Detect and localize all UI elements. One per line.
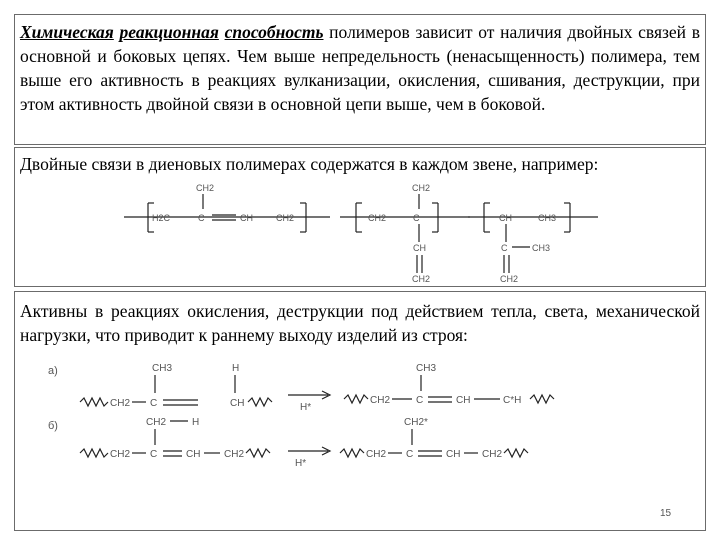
s2-top: CH2 <box>412 183 431 193</box>
paragraph-rest: полимеров зависит от наличия двойных связей в основной и боковых цепях. Чем выше непредельность (ненасыщенность) полимера, тем выше его активность в реакциях вулканизации, окисления, сшивания, деструкции, при этом активность двойной связи в основной цепи выше, чем в боковой. <box>20 22 701 114</box>
paragraph-diene: Двойные связи в диеновых полимерах содержатся в каждом звене, например: <box>20 154 599 174</box>
s3-ch: CH <box>499 213 512 223</box>
b-right-ch2star: CH2* <box>404 417 428 428</box>
a-right-chh: C*H <box>503 395 522 406</box>
b-left-ch2a: CH2 <box>110 449 131 460</box>
s1-left: H2C <box>152 213 171 223</box>
a-left-h: H <box>232 363 240 374</box>
a-left-ch: CH <box>230 398 245 409</box>
b-left-ch: CH <box>186 449 201 460</box>
label-b: б) <box>48 420 58 432</box>
a-right-ch2: CH2 <box>370 395 391 406</box>
paragraph-reactivity <box>20 20 700 116</box>
b-left-c: C <box>150 449 158 460</box>
a-left-c: C <box>150 398 158 409</box>
label-a: а) <box>48 365 58 377</box>
diene-structures <box>0 176 720 296</box>
term-ability: способность <box>224 22 324 42</box>
s2-ch: CH <box>413 243 426 253</box>
s1-ch: CH <box>240 213 253 223</box>
s2-bottom: CH2 <box>412 274 431 284</box>
b-left-ch2b: CH2 <box>224 449 245 460</box>
a-reagent: H* <box>300 402 312 413</box>
s2-left: CH2 <box>368 213 387 223</box>
b-right-ch2a: CH2 <box>366 449 387 460</box>
b-left-ch2: CH2 <box>146 417 167 428</box>
b-right-ch: CH <box>446 449 461 460</box>
s3-bottom: CH2 <box>500 274 519 284</box>
term-chemical: Химическая <box>20 22 114 42</box>
s1-right: CH2 <box>276 213 295 223</box>
a-right-ch3: CH3 <box>416 363 437 374</box>
s1-top: CH2 <box>196 183 215 193</box>
paragraph-active: Активны в реакциях окисления, деструкции под действием тепла, света, механической нагрузки, что приводит к раннему выходу изделий из строя: <box>20 301 700 345</box>
s3-right: CH3 <box>538 213 557 223</box>
b-right-c: C <box>406 449 414 460</box>
a-left-ch2: CH2 <box>110 398 131 409</box>
s3-c: C <box>501 243 508 253</box>
page-number: 15 <box>660 508 672 519</box>
s3-cright: CH3 <box>532 243 551 253</box>
b-left-h: H <box>192 417 200 428</box>
a-right-ch: CH <box>456 395 471 406</box>
s2-c: C <box>413 213 420 223</box>
b-right-ch2b: CH2 <box>482 449 503 460</box>
a-right-c: C <box>416 395 424 406</box>
degradation-reactions <box>0 355 720 530</box>
s1-c: C <box>198 213 205 223</box>
term-reaction: реакционная <box>119 22 219 42</box>
a-left-ch3: CH3 <box>152 363 173 374</box>
b-reagent: H* <box>295 458 307 469</box>
